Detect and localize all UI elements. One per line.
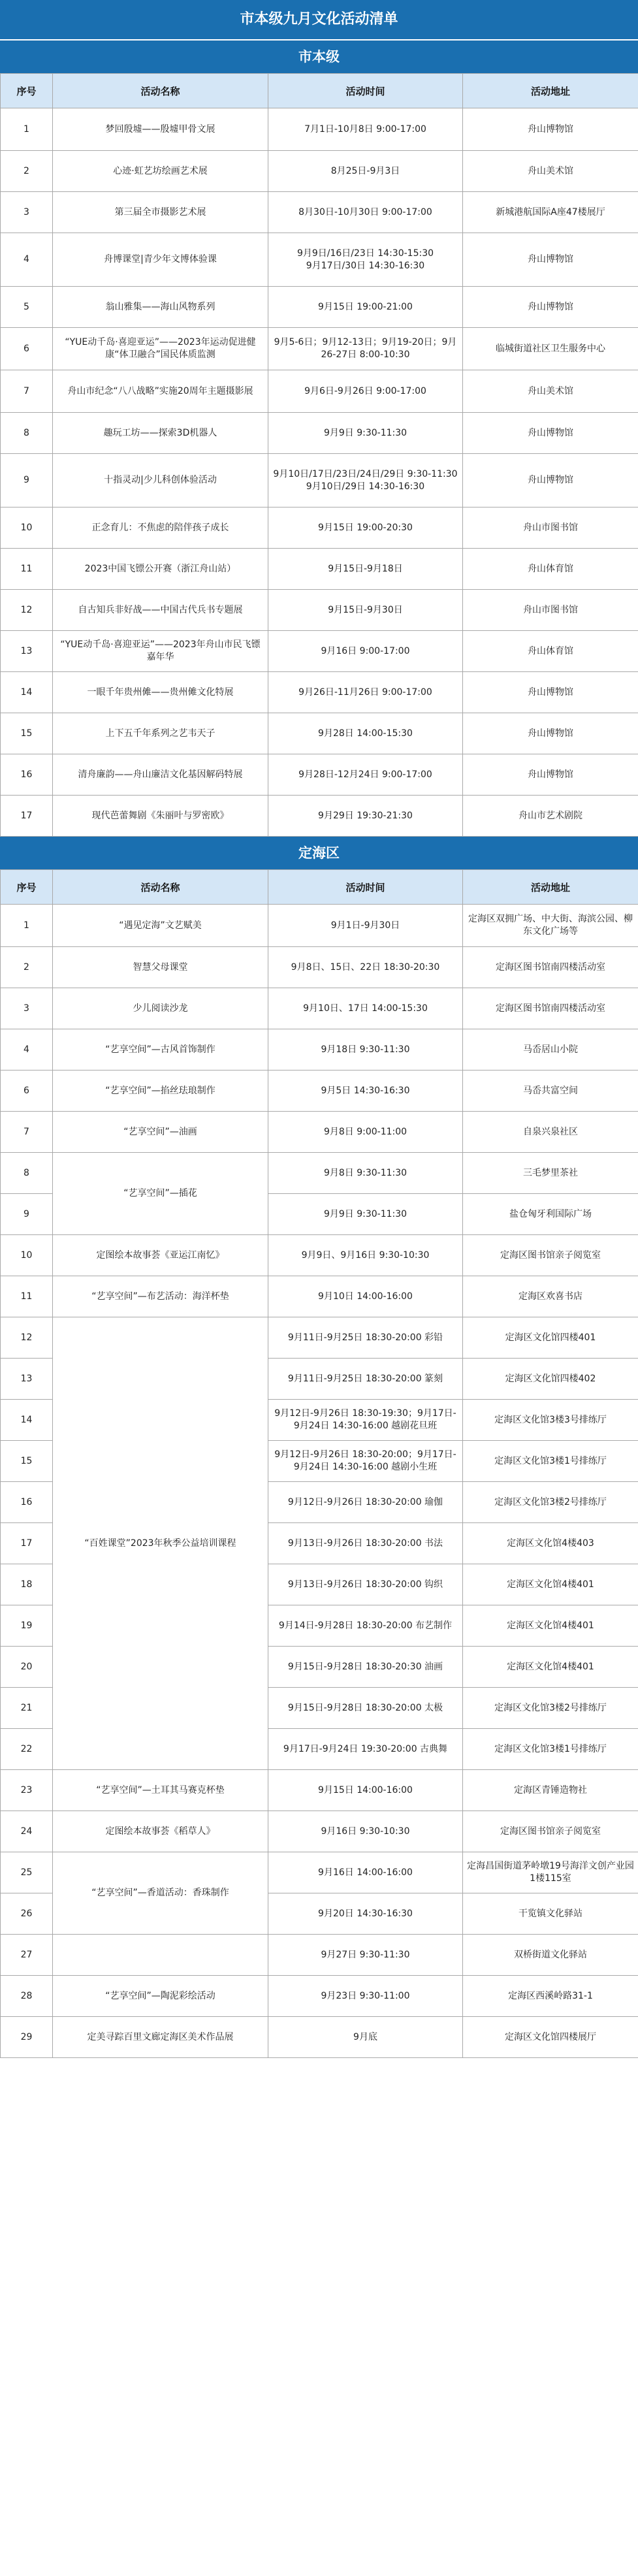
- table-row: [1, 2017, 638, 2058]
- row-number: 4: [1, 233, 53, 287]
- table-row: [1, 454, 638, 507]
- city-table-body: [1, 108, 638, 837]
- row-number: 17: [1, 1523, 53, 1564]
- activity-time: 8月30日-10月30日 9:00-17:00: [268, 192, 463, 233]
- activity-name: “艺享空间”—布艺活动：海洋杯垫: [53, 1276, 268, 1317]
- activity-name: “艺享空间”—香道活动：香珠制作: [53, 1852, 268, 1935]
- activity-name: 定美寻踪百里文廊定海区美术作品展: [53, 2017, 268, 2058]
- activity-time: 9月8日、15日、22日 18:30-20:30: [268, 947, 463, 988]
- activity-name: “百姓课堂”2023年秋季公益培训课程: [53, 1317, 268, 1770]
- activity-time: 9月12日-9月26日 18:30-20:00；9月17日-9月24日 14:30-16:00 越剧小生班: [268, 1441, 463, 1482]
- header-no: 序号: [1, 870, 53, 905]
- activity-time: 9月15日 14:00-16:00: [268, 1770, 463, 1811]
- row-number: 5: [1, 287, 53, 328]
- activity-time: 9月12日-9月26日 18:30-19:30；9月17日-9月24日 14:30-16:00 越剧花旦班: [268, 1400, 463, 1441]
- row-number: 10: [1, 1235, 53, 1276]
- activity-name: 自古知兵非好战——中国古代兵书专题展: [53, 590, 268, 631]
- table-row: [1, 370, 638, 413]
- activity-location: 舟山体育馆: [463, 631, 638, 672]
- row-number: 2: [1, 151, 53, 192]
- activity-name: “遇见定海”文艺赋美: [53, 905, 268, 947]
- table-row: [1, 905, 638, 947]
- activity-time: 9月27日 9:30-11:30: [268, 1935, 463, 1976]
- activity-time: 9月26日-11月26日 9:00-17:00: [268, 672, 463, 713]
- row-number: 12: [1, 1317, 53, 1359]
- activity-location: 舟山体育馆: [463, 549, 638, 590]
- activity-time: 9月13日-9月26日 18:30-20:00 钩织: [268, 1564, 463, 1605]
- table-row: [1, 988, 638, 1029]
- header-location: 活动地址: [463, 74, 638, 108]
- table-row: [1, 1317, 638, 1359]
- table-row: [1, 1112, 638, 1153]
- activity-time: 9月15日-9月28日 18:30-20:30 油画: [268, 1647, 463, 1688]
- activity-location: 舟山博物馆: [463, 287, 638, 328]
- table-row: [1, 108, 638, 151]
- activity-location: 马岙共富空间: [463, 1071, 638, 1112]
- row-number: 12: [1, 590, 53, 631]
- activity-location: 舟山市艺术剧院: [463, 796, 638, 837]
- row-number: 13: [1, 631, 53, 672]
- activity-time: 9月20日 14:30-16:30: [268, 1893, 463, 1935]
- activity-time: 9月18日 9:30-11:30: [268, 1029, 463, 1071]
- activity-time: 9月9日/16日/23日 14:30-15:30 9月17日/30日 14:30-16:30: [268, 233, 463, 287]
- table-row: [1, 1935, 638, 1976]
- dinghai-activity-table: [0, 869, 638, 2058]
- activity-time: 9月10日、17日 14:00-15:30: [268, 988, 463, 1029]
- activity-location: 双桥街道文化驿站: [463, 1935, 638, 1976]
- row-number: 20: [1, 1647, 53, 1688]
- activity-location: 定海区文化馆四楼401: [463, 1317, 638, 1359]
- table-row: [1, 507, 638, 549]
- table-row: [1, 233, 638, 287]
- activity-location: 舟山美术馆: [463, 370, 638, 413]
- row-number: 23: [1, 1770, 53, 1811]
- activity-name: 一眼千年贵州傩——贵州傩文化特展: [53, 672, 268, 713]
- activity-location: 定海区西溪岭路31-1: [463, 1976, 638, 2017]
- activity-location: 定海区文化馆4楼401: [463, 1605, 638, 1647]
- activity-time: 9月29日 19:30-21:30: [268, 796, 463, 837]
- activity-time: 9月5日 14:30-16:30: [268, 1071, 463, 1112]
- activity-location: 定海区图书馆南四楼活动室: [463, 947, 638, 988]
- activity-name: 少儿阅读沙龙: [53, 988, 268, 1029]
- activity-time: 9月13日-9月26日 18:30-20:00 书法: [268, 1523, 463, 1564]
- activity-time: 9月12日-9月26日 18:30-20:00 瑜伽: [268, 1482, 463, 1523]
- activity-time: 7月1日-10月8日 9:00-17:00: [268, 108, 463, 151]
- activity-location: 定海区图书馆亲子阅览室: [463, 1235, 638, 1276]
- dinghai-table-body: [1, 905, 638, 2058]
- activity-name: [53, 1935, 268, 1976]
- activity-name: “艺享空间”—陶泥彩绘活动: [53, 1976, 268, 2017]
- activity-name: 十指灵动|少儿科创体验活动: [53, 454, 268, 507]
- activity-location: 舟山博物馆: [463, 108, 638, 151]
- activity-location: 定海区文化馆4楼403: [463, 1523, 638, 1564]
- row-number: 7: [1, 370, 53, 413]
- table-row: [1, 1770, 638, 1811]
- activity-location: 定海区文化馆3楼2号排练厅: [463, 1688, 638, 1729]
- activity-name: “YUE动千岛·喜迎亚运”——2023年运动促进健康“体卫融合”国民体质监测: [53, 328, 268, 370]
- row-number: 9: [1, 1194, 53, 1235]
- activity-location: 定海区文化馆4楼401: [463, 1647, 638, 1688]
- activity-time: 9月15日-9月30日: [268, 590, 463, 631]
- activity-time: 9月5-6日；9月12-13日；9月19-20日；9月26-27日 8:00-10:30: [268, 328, 463, 370]
- header-time: 活动时间: [268, 74, 463, 108]
- activity-location: 舟山博物馆: [463, 233, 638, 287]
- activity-location: 舟山博物馆: [463, 413, 638, 454]
- activity-name: 舟博课堂|青少年文博体验课: [53, 233, 268, 287]
- table-row: [1, 1811, 638, 1852]
- table-row: [1, 796, 638, 837]
- activity-time: 9月28日-12月24日 9:00-17:00: [268, 754, 463, 796]
- activity-name: 舟山市纪念“八八战略”实施20周年主题摄影展: [53, 370, 268, 413]
- row-number: 1: [1, 905, 53, 947]
- activity-name: 智慧父母课堂: [53, 947, 268, 988]
- activity-name: 翁山雅集——海山风物系列: [53, 287, 268, 328]
- table-row: [1, 713, 638, 754]
- table-row: [1, 413, 638, 454]
- activity-location: 舟山博物馆: [463, 713, 638, 754]
- activity-time: 9月16日 14:00-16:00: [268, 1852, 463, 1893]
- activity-location: 定海区图书馆亲子阅览室: [463, 1811, 638, 1852]
- activity-location: 三毛梦里茶社: [463, 1153, 638, 1194]
- activity-location: 定海区文化馆四楼402: [463, 1359, 638, 1400]
- row-number: 11: [1, 1276, 53, 1317]
- activity-location: 定海昌国街道茅岭墩19号海洋文创产业园1楼115室: [463, 1852, 638, 1893]
- row-number: 10: [1, 507, 53, 549]
- row-number: 22: [1, 1729, 53, 1770]
- activity-time: 9月15日-9月28日 18:30-20:00 太极: [268, 1688, 463, 1729]
- page-title: 市本级九月文化活动清单: [0, 0, 638, 40]
- table-row: [1, 1852, 638, 1893]
- row-number: 14: [1, 672, 53, 713]
- section-title-city: 市本级: [0, 40, 638, 73]
- table-row: [1, 1029, 638, 1071]
- row-number: 16: [1, 754, 53, 796]
- row-number: 29: [1, 2017, 53, 2058]
- activity-time: 9月15日 19:00-21:00: [268, 287, 463, 328]
- activity-time: 9月9日 9:30-11:30: [268, 1194, 463, 1235]
- row-number: 6: [1, 328, 53, 370]
- section-title-dinghai: 定海区: [0, 837, 638, 869]
- activity-time: 9月16日 9:30-10:30: [268, 1811, 463, 1852]
- row-number: 17: [1, 796, 53, 837]
- activity-location: 定海区欢喜书店: [463, 1276, 638, 1317]
- activity-name: “艺享空间”—油画: [53, 1112, 268, 1153]
- table-header-row: [1, 870, 638, 905]
- table-row: [1, 590, 638, 631]
- row-number: 3: [1, 192, 53, 233]
- activity-location: 舟山美术馆: [463, 151, 638, 192]
- table-row: [1, 192, 638, 233]
- row-number: 26: [1, 1893, 53, 1935]
- activity-time: 9月1日-9月30日: [268, 905, 463, 947]
- city-activity-table: [0, 73, 638, 837]
- activity-location: 马岙居山小院: [463, 1029, 638, 1071]
- table-row: [1, 672, 638, 713]
- activity-location: 舟山市图书馆: [463, 507, 638, 549]
- table-row: [1, 549, 638, 590]
- activity-time: 9月15日 19:00-20:30: [268, 507, 463, 549]
- activity-location: 定海区青锤造物社: [463, 1770, 638, 1811]
- activity-time: 9月底: [268, 2017, 463, 2058]
- activity-location: 新城港航国际A座47楼展厅: [463, 192, 638, 233]
- activity-time: 9月23日 9:30-11:00: [268, 1976, 463, 2017]
- activity-time: 9月17日-9月24日 19:30-20:00 古典舞: [268, 1729, 463, 1770]
- row-number: 28: [1, 1976, 53, 2017]
- activity-location: 定海区文化馆3楼1号排练厅: [463, 1729, 638, 1770]
- activity-time: 9月6日-9月26日 9:00-17:00: [268, 370, 463, 413]
- activity-time: 9月15日-9月18日: [268, 549, 463, 590]
- activity-location: 舟山博物馆: [463, 754, 638, 796]
- row-number: 16: [1, 1482, 53, 1523]
- row-number: 9: [1, 454, 53, 507]
- row-number: 21: [1, 1688, 53, 1729]
- activity-location: 定海区文化馆3楼2号排练厅: [463, 1482, 638, 1523]
- row-number: 8: [1, 1153, 53, 1194]
- row-number: 11: [1, 549, 53, 590]
- activity-time: 9月9日、9月16日 9:30-10:30: [268, 1235, 463, 1276]
- activity-time: 9月10日 14:00-16:00: [268, 1276, 463, 1317]
- row-number: 1: [1, 108, 53, 151]
- activity-name: 心迹·虹艺坊绘画艺术展: [53, 151, 268, 192]
- activity-time: 9月11日-9月25日 18:30-20:00 彩铅: [268, 1317, 463, 1359]
- header-name: 活动名称: [53, 74, 268, 108]
- activity-name: 定图绘本故事荟《稻草人》: [53, 1811, 268, 1852]
- table-row: [1, 631, 638, 672]
- header-location: 活动地址: [463, 870, 638, 905]
- activity-location: 干览镇文化驿站: [463, 1893, 638, 1935]
- activity-location: 定海区文化馆4楼401: [463, 1564, 638, 1605]
- activity-location: 盐仓匈牙利国际广场: [463, 1194, 638, 1235]
- activity-name: 梦回殷墟——殷墟甲骨文展: [53, 108, 268, 151]
- activity-location: 定海区文化馆3楼1号排练厅: [463, 1441, 638, 1482]
- table-row: [1, 754, 638, 796]
- row-number: 8: [1, 413, 53, 454]
- activity-time: 9月10日/17日/23日/24日/29日 9:30-11:30 9月10日/29日 14:30-16:30: [268, 454, 463, 507]
- activity-location: 舟山市图书馆: [463, 590, 638, 631]
- activity-location: 舟山博物馆: [463, 454, 638, 507]
- row-number: 6: [1, 1071, 53, 1112]
- activity-time: 9月14日-9月28日 18:30-20:00 布艺制作: [268, 1605, 463, 1647]
- row-number: 15: [1, 1441, 53, 1482]
- activity-name: 正念育儿：不焦虑的陪伴孩子成长: [53, 507, 268, 549]
- row-number: 27: [1, 1935, 53, 1976]
- activity-name: 第三届全市摄影艺术展: [53, 192, 268, 233]
- table-row: [1, 328, 638, 370]
- activity-name: “YUE动千岛·喜迎亚运”——2023年舟山市民飞镖嘉年华: [53, 631, 268, 672]
- activity-time: 8月25日-9月3日: [268, 151, 463, 192]
- activity-location: 舟山博物馆: [463, 672, 638, 713]
- header-name: 活动名称: [53, 870, 268, 905]
- activity-location: 临城街道社区卫生服务中心: [463, 328, 638, 370]
- row-number: 18: [1, 1564, 53, 1605]
- table-row: [1, 1071, 638, 1112]
- activity-location: 定海区双拥广场、中大街、海滨公园、柳东文化广场等: [463, 905, 638, 947]
- activity-name: 2023中国飞镖公开赛（浙江舟山站）: [53, 549, 268, 590]
- activity-name: 现代芭蕾舞剧《朱丽叶与罗密欧》: [53, 796, 268, 837]
- row-number: 25: [1, 1852, 53, 1893]
- header-time: 活动时间: [268, 870, 463, 905]
- table-row: [1, 1276, 638, 1317]
- row-number: 15: [1, 713, 53, 754]
- activity-name: 趣玩工坊——探索3D机器人: [53, 413, 268, 454]
- activity-name: “艺享空间”—土耳其马赛克杯垫: [53, 1770, 268, 1811]
- table-row: [1, 1976, 638, 2017]
- activity-location: 定海区文化馆四楼展厅: [463, 2017, 638, 2058]
- row-number: 24: [1, 1811, 53, 1852]
- table-row: [1, 1235, 638, 1276]
- activity-time: 9月28日 14:00-15:30: [268, 713, 463, 754]
- row-number: 7: [1, 1112, 53, 1153]
- activity-time: 9月8日 9:00-11:00: [268, 1112, 463, 1153]
- table-row: [1, 947, 638, 988]
- activity-location: 定海区文化馆3楼3号排练厅: [463, 1400, 638, 1441]
- table-row: [1, 151, 638, 192]
- header-no: 序号: [1, 74, 53, 108]
- activity-time: 9月9日 9:30-11:30: [268, 413, 463, 454]
- table-header-row: [1, 74, 638, 108]
- activity-name: 上下五千年系列之艺韦天子: [53, 713, 268, 754]
- row-number: 3: [1, 988, 53, 1029]
- activity-name: 清舟廉韵——舟山廉洁文化基因解码特展: [53, 754, 268, 796]
- activity-location: 自泉兴泉社区: [463, 1112, 638, 1153]
- row-number: 4: [1, 1029, 53, 1071]
- activity-name: “艺享空间”—插花: [53, 1153, 268, 1235]
- row-number: 13: [1, 1359, 53, 1400]
- activity-name: 定图绘本故事荟《亚运江南忆》: [53, 1235, 268, 1276]
- activity-time: 9月8日 9:30-11:30: [268, 1153, 463, 1194]
- activity-time: 9月11日-9月25日 18:30-20:00 篆刻: [268, 1359, 463, 1400]
- activity-name: “艺享空间”—掐丝珐琅制作: [53, 1071, 268, 1112]
- row-number: 14: [1, 1400, 53, 1441]
- row-number: 19: [1, 1605, 53, 1647]
- table-row: [1, 287, 638, 328]
- table-row: [1, 1153, 638, 1194]
- activity-name: “艺享空间”—古风首饰制作: [53, 1029, 268, 1071]
- row-number: 2: [1, 947, 53, 988]
- activity-time: 9月16日 9:00-17:00: [268, 631, 463, 672]
- activity-location: 定海区图书馆南四楼活动室: [463, 988, 638, 1029]
